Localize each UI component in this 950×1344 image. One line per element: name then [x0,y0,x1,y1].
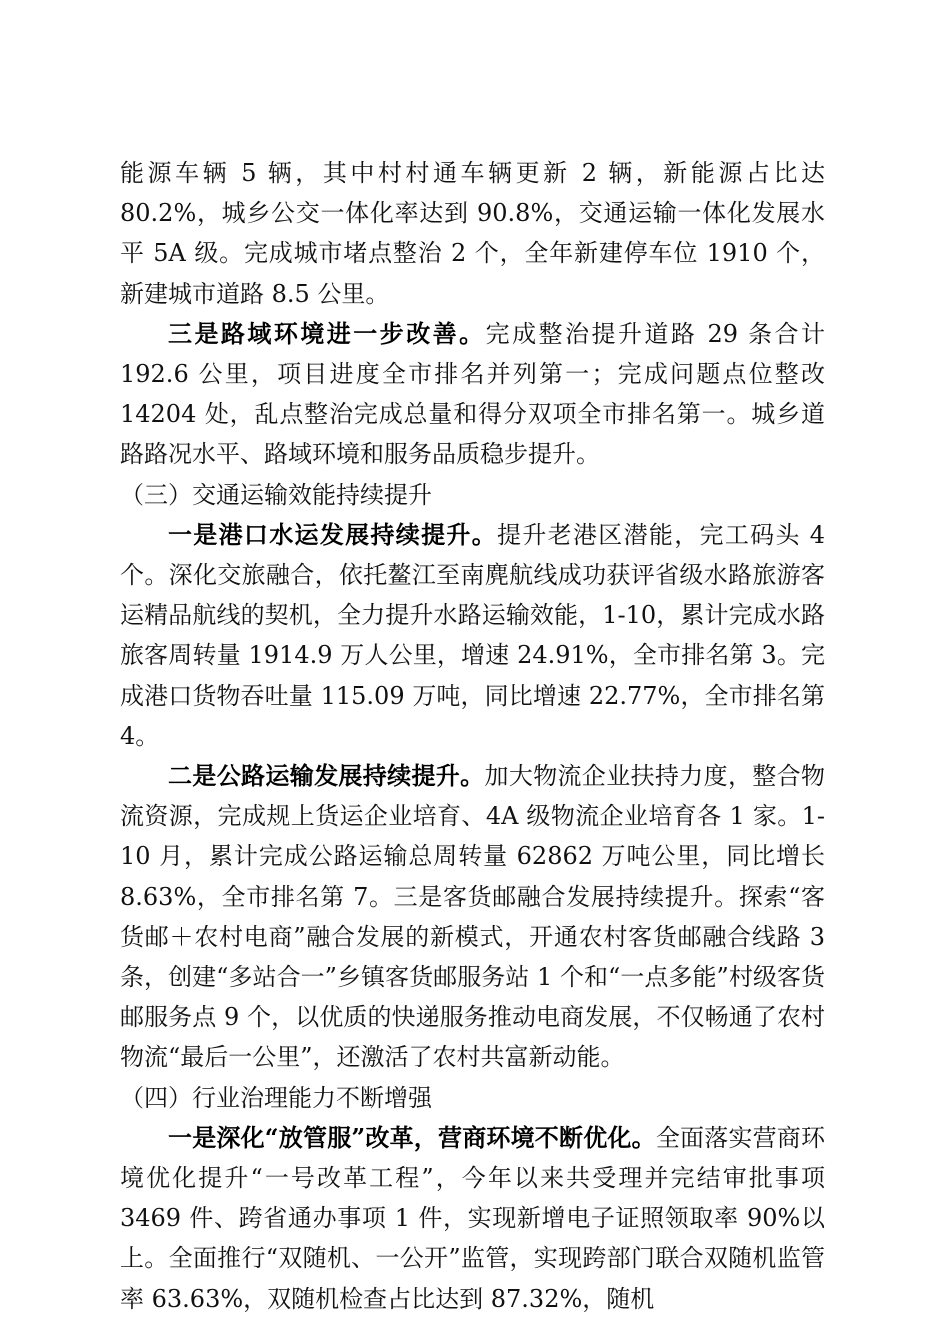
paragraph-vehicle-update [120,153,825,314]
paragraph-lead: 二是公路运输发展持续提升。 [168,761,485,791]
paragraph-text: 全面落实营商环境优化提升“一号改革工程”，今年以来共受理并完结审批事项 3469 件、跨省通办事项 1 件，实现新增电子证照领取率 90%以上。全面推行“双随机、一公开”监管，实现跨部门联合双随机监管率 63.63%，双随机检查占比达到 87.32%，随机 [120,1123,826,1313]
paragraph-text: 加大物流企业扶持力度，整合物流资源，完成规上货运企业培育、4A 级物流企业培育各 1 家。1-10 月，累计完成公路运输总周转量 62862 万吨公里，同比增长 8.63%，全市排名第 7。三是客货邮融合发展持续提升。探索“客货邮＋农村电商”融合发展的新模式，开通农村客货邮融合线路 3 条，创建“多站合一”乡镇客货邮服务站 1 个和“一点多能”村级客货邮服务点 9 个，以优质的快递服务推动电商发展，不仅畅通了农村物流“最后一公里”，还激活了农村共富新动能。 [120,762,825,1072]
paragraph-text: 完成整治提升道路 29 条合计 192.6 公里，项目进度全市排名并列第一；完成问题点位整改 14204 处，乱点整治完成总量和得分双项全市排名第一。城乡道路路况水平、路域环境和服务品质稳步提升。 [120,319,826,469]
paragraph-lead: 一是深化“放管服”改革，营商环境不断优化。 [168,1122,656,1152]
paragraph-lead: 三是路域环境进一步改善。 [168,318,486,348]
paragraph-road-environment [120,314,825,475]
paragraph-reform [120,1118,825,1319]
section-heading-governance: （四）行业治理能力不断增强 [120,1083,432,1112]
paragraph-text: 能源车辆 5 辆，其中村村通车辆更新 2 辆，新能源占比达 80.2%，城乡公交一体化率达到 90.8%，交通运输一体化发展水平 5A 级。完成城市堵点整治 2 个，全年新建停车位 1910 个，新建城市道路 8.5 公里。 [120,159,825,308]
paragraph-road-transport [120,756,825,1078]
paragraph-port-waterway [120,515,825,756]
paragraph-lead: 一是港口水运发展持续提升。 [168,519,498,549]
paragraph-text: 提升老港区潜能，完工码头 4 个。深化交旅融合，依托鳌江至南麂航线成功获评省级水路旅游客运精品航线的契机，全力提升水路运输效能，1-10，累计完成水路旅客周转量 1914.9 万人公里，增速 24.91%，全市排名第 3。完成港口货物吞吐量 115.09 万吨，同比增速 22.77%，全市排名第 4。 [120,520,825,750]
section-heading-transport-efficiency: （三）交通运输效能持续提升 [120,480,432,509]
document-body [120,153,825,1319]
